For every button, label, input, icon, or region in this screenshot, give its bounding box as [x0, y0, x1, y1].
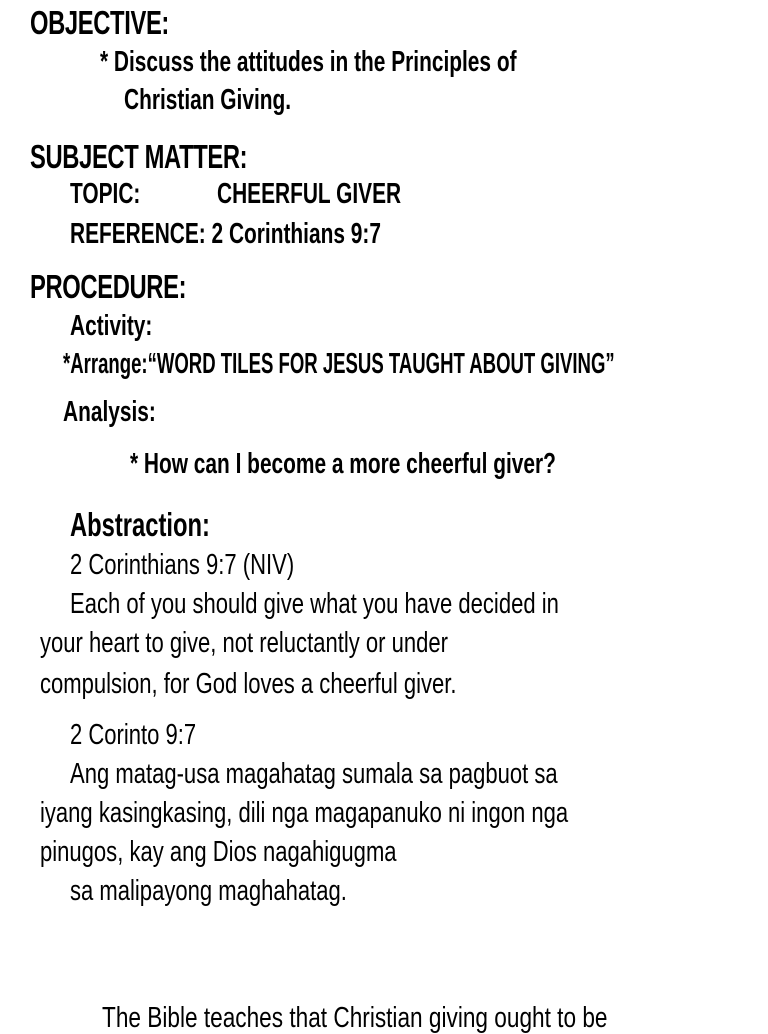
objective-item-line2: Christian Giving.	[124, 84, 292, 116]
abstraction-heading: Abstraction:	[70, 506, 210, 543]
cebuano-verse-line4: sa malipayong maghahatag.	[70, 875, 347, 907]
analysis-item: * How can I become a more cheerful giver?	[130, 448, 556, 480]
activity-label: Activity:	[70, 310, 153, 342]
objective-heading: OBJECTIVE:	[30, 4, 169, 41]
topic-value: CHEERFUL GIVER	[217, 178, 402, 210]
topic-label: TOPIC:	[70, 178, 141, 210]
reference-line: REFERENCE: 2 Corinthians 9:7	[70, 218, 381, 250]
cebuano-verse-line3: pinugos, kay ang Dios nagahigugma	[40, 836, 397, 868]
objective-item-line1: * Discuss the attitudes in the Principles of	[100, 46, 517, 78]
niv-verse-line1: Each of you should give what you have decided in	[70, 588, 559, 620]
niv-verse-line3: compulsion, for God loves a cheerful giver.	[40, 668, 457, 700]
cebuano-verse-line2: iyang kasingkasing, dili nga magapanuko ni ingon nga	[40, 797, 569, 829]
cebuano-verse-line1: Ang matag-usa magahatag sumala sa pagbuot sa	[70, 758, 558, 790]
niv-verse-line2: your heart to give, not reluctantly or under	[40, 627, 448, 659]
procedure-heading: PROCEDURE:	[30, 268, 187, 305]
niv-reference: 2 Corinthians 9:7 (NIV)	[70, 549, 295, 581]
footer-partial-line: The Bible teaches that Christian giving ought to be	[102, 1002, 608, 1034]
activity-item: *Arrange:“WORD TILES FOR JESUS TAUGHT ABOUT GIVING”	[63, 348, 615, 380]
subject-matter-heading: SUBJECT MATTER:	[30, 138, 248, 175]
analysis-label: Analysis:	[63, 396, 156, 428]
cebuano-reference: 2 Corinto 9:7	[70, 719, 197, 751]
